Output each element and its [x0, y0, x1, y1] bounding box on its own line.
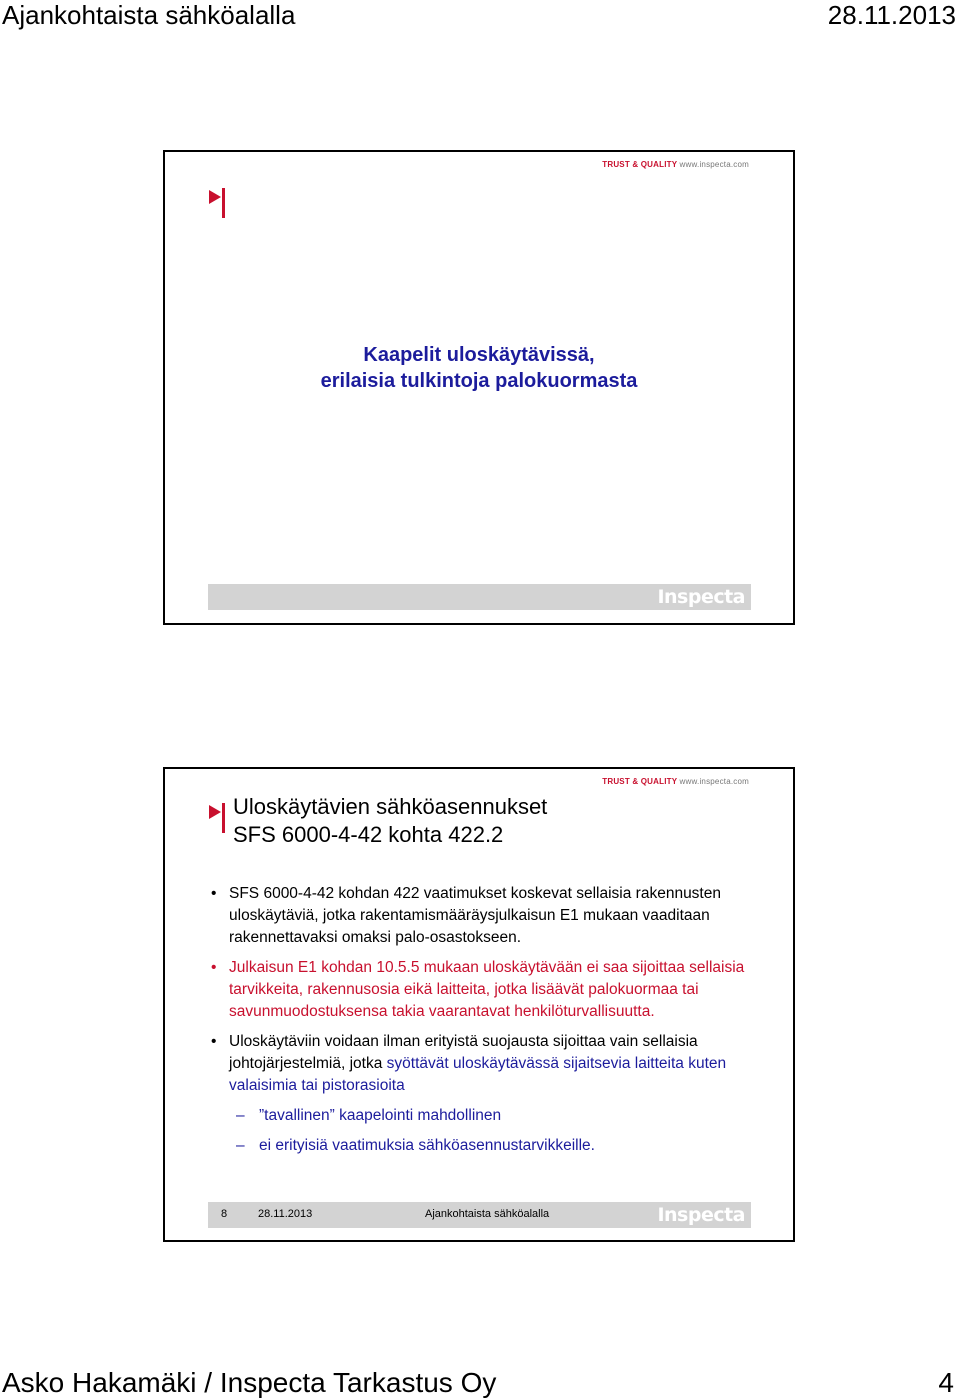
brand-bar [208, 584, 751, 610]
slide-1 [163, 150, 795, 625]
bullet-icon: • [211, 885, 217, 902]
dash-icon: – [236, 1107, 245, 1124]
bullet-text-highlight: syöttävät uloskäytävässä sijaitsevia laitteita kuten valaisimia tai pistorasioita [229, 1055, 727, 1094]
slide-2-content [209, 883, 755, 1165]
bullet-icon: • [211, 959, 217, 976]
sub-item-2 [209, 1135, 755, 1157]
trust-quality-tagline [602, 160, 749, 169]
inspecta-mark-icon [207, 186, 231, 220]
dash-icon: – [236, 1137, 245, 1154]
inspecta-mark-icon [207, 801, 231, 835]
brand-url: www.inspecta.com [679, 777, 749, 786]
bullet-text: Julkaisun E1 kohdan 10.5.5 mukaan uloskäytävään ei saa sijoittaa sellaisia tarvikkeita, rakennusosia eikä laitteita, jotka lisäävät palokuormaa tai savunmuodostuksensa takia vaarantavat henkilöturvallisuutta. [229, 959, 745, 1020]
slide-page-number: 8 [221, 1208, 228, 1220]
bullet-item-3 [209, 1031, 755, 1097]
trust-quality-tagline [602, 777, 749, 786]
slide-2 [163, 767, 795, 1242]
inspecta-logo: Inspecta [657, 1204, 745, 1226]
slide-footer-title: Ajankohtaista sähköalalla [425, 1208, 550, 1220]
bullet-text: Uloskäytäviin voidaan ilman erityistä suojausta sijoittaa vain sellaisia johtojärjestelmiä, jotka [229, 1033, 698, 1072]
slide-footer-bar [208, 1202, 751, 1228]
page-footer-author: Asko Hakamäki / Inspecta Tarkastus Oy [2, 1367, 497, 1398]
bullet-icon: • [211, 1033, 217, 1050]
slide-1-title [165, 342, 793, 394]
trust-quality-text: TRUST & QUALITY [602, 160, 678, 169]
page-number: 4 [938, 1367, 954, 1398]
sub-item-text: ei erityisiä vaatimuksia sähköasennustarvikkeille. [259, 1137, 595, 1154]
page-header-title: Ajankohtaista sähköalalla [2, 0, 296, 30]
bullet-text: SFS 6000-4-42 kohdan 422 vaatimukset koskevat sellaisia rakennusten uloskäytäviä, jotka rakentamismääräysjulkaisun E1 mukaan vaaditaan rakennettavaksi omaksi palo-osastokseen. [229, 885, 721, 946]
trust-quality-text: TRUST & QUALITY [602, 777, 678, 786]
inspecta-logo: Inspecta [657, 586, 745, 608]
brand-url: www.inspecta.com [679, 160, 749, 169]
sub-item-text: ”tavallinen” kaapelointi mahdollinen [259, 1107, 502, 1124]
bullet-item-1 [209, 883, 755, 949]
page-header-date: 28.11.2013 [827, 0, 956, 30]
sub-item-1 [209, 1105, 755, 1127]
slide-1-title-line-2: erilaisia tulkintoja palokuormasta [320, 370, 638, 392]
slide-2-title [233, 793, 547, 849]
slide-2-title-line-2: SFS 6000-4-42 kohta 422.2 [233, 822, 504, 847]
bullet-item-2 [209, 957, 755, 1023]
slide-2-title-line-1: Uloskäytävien sähköasennukset [233, 794, 548, 819]
slide-1-title-line-1: Kaapelit uloskäytävissä, [363, 344, 595, 366]
slide-footer-date: 28.11.2013 [258, 1208, 313, 1220]
